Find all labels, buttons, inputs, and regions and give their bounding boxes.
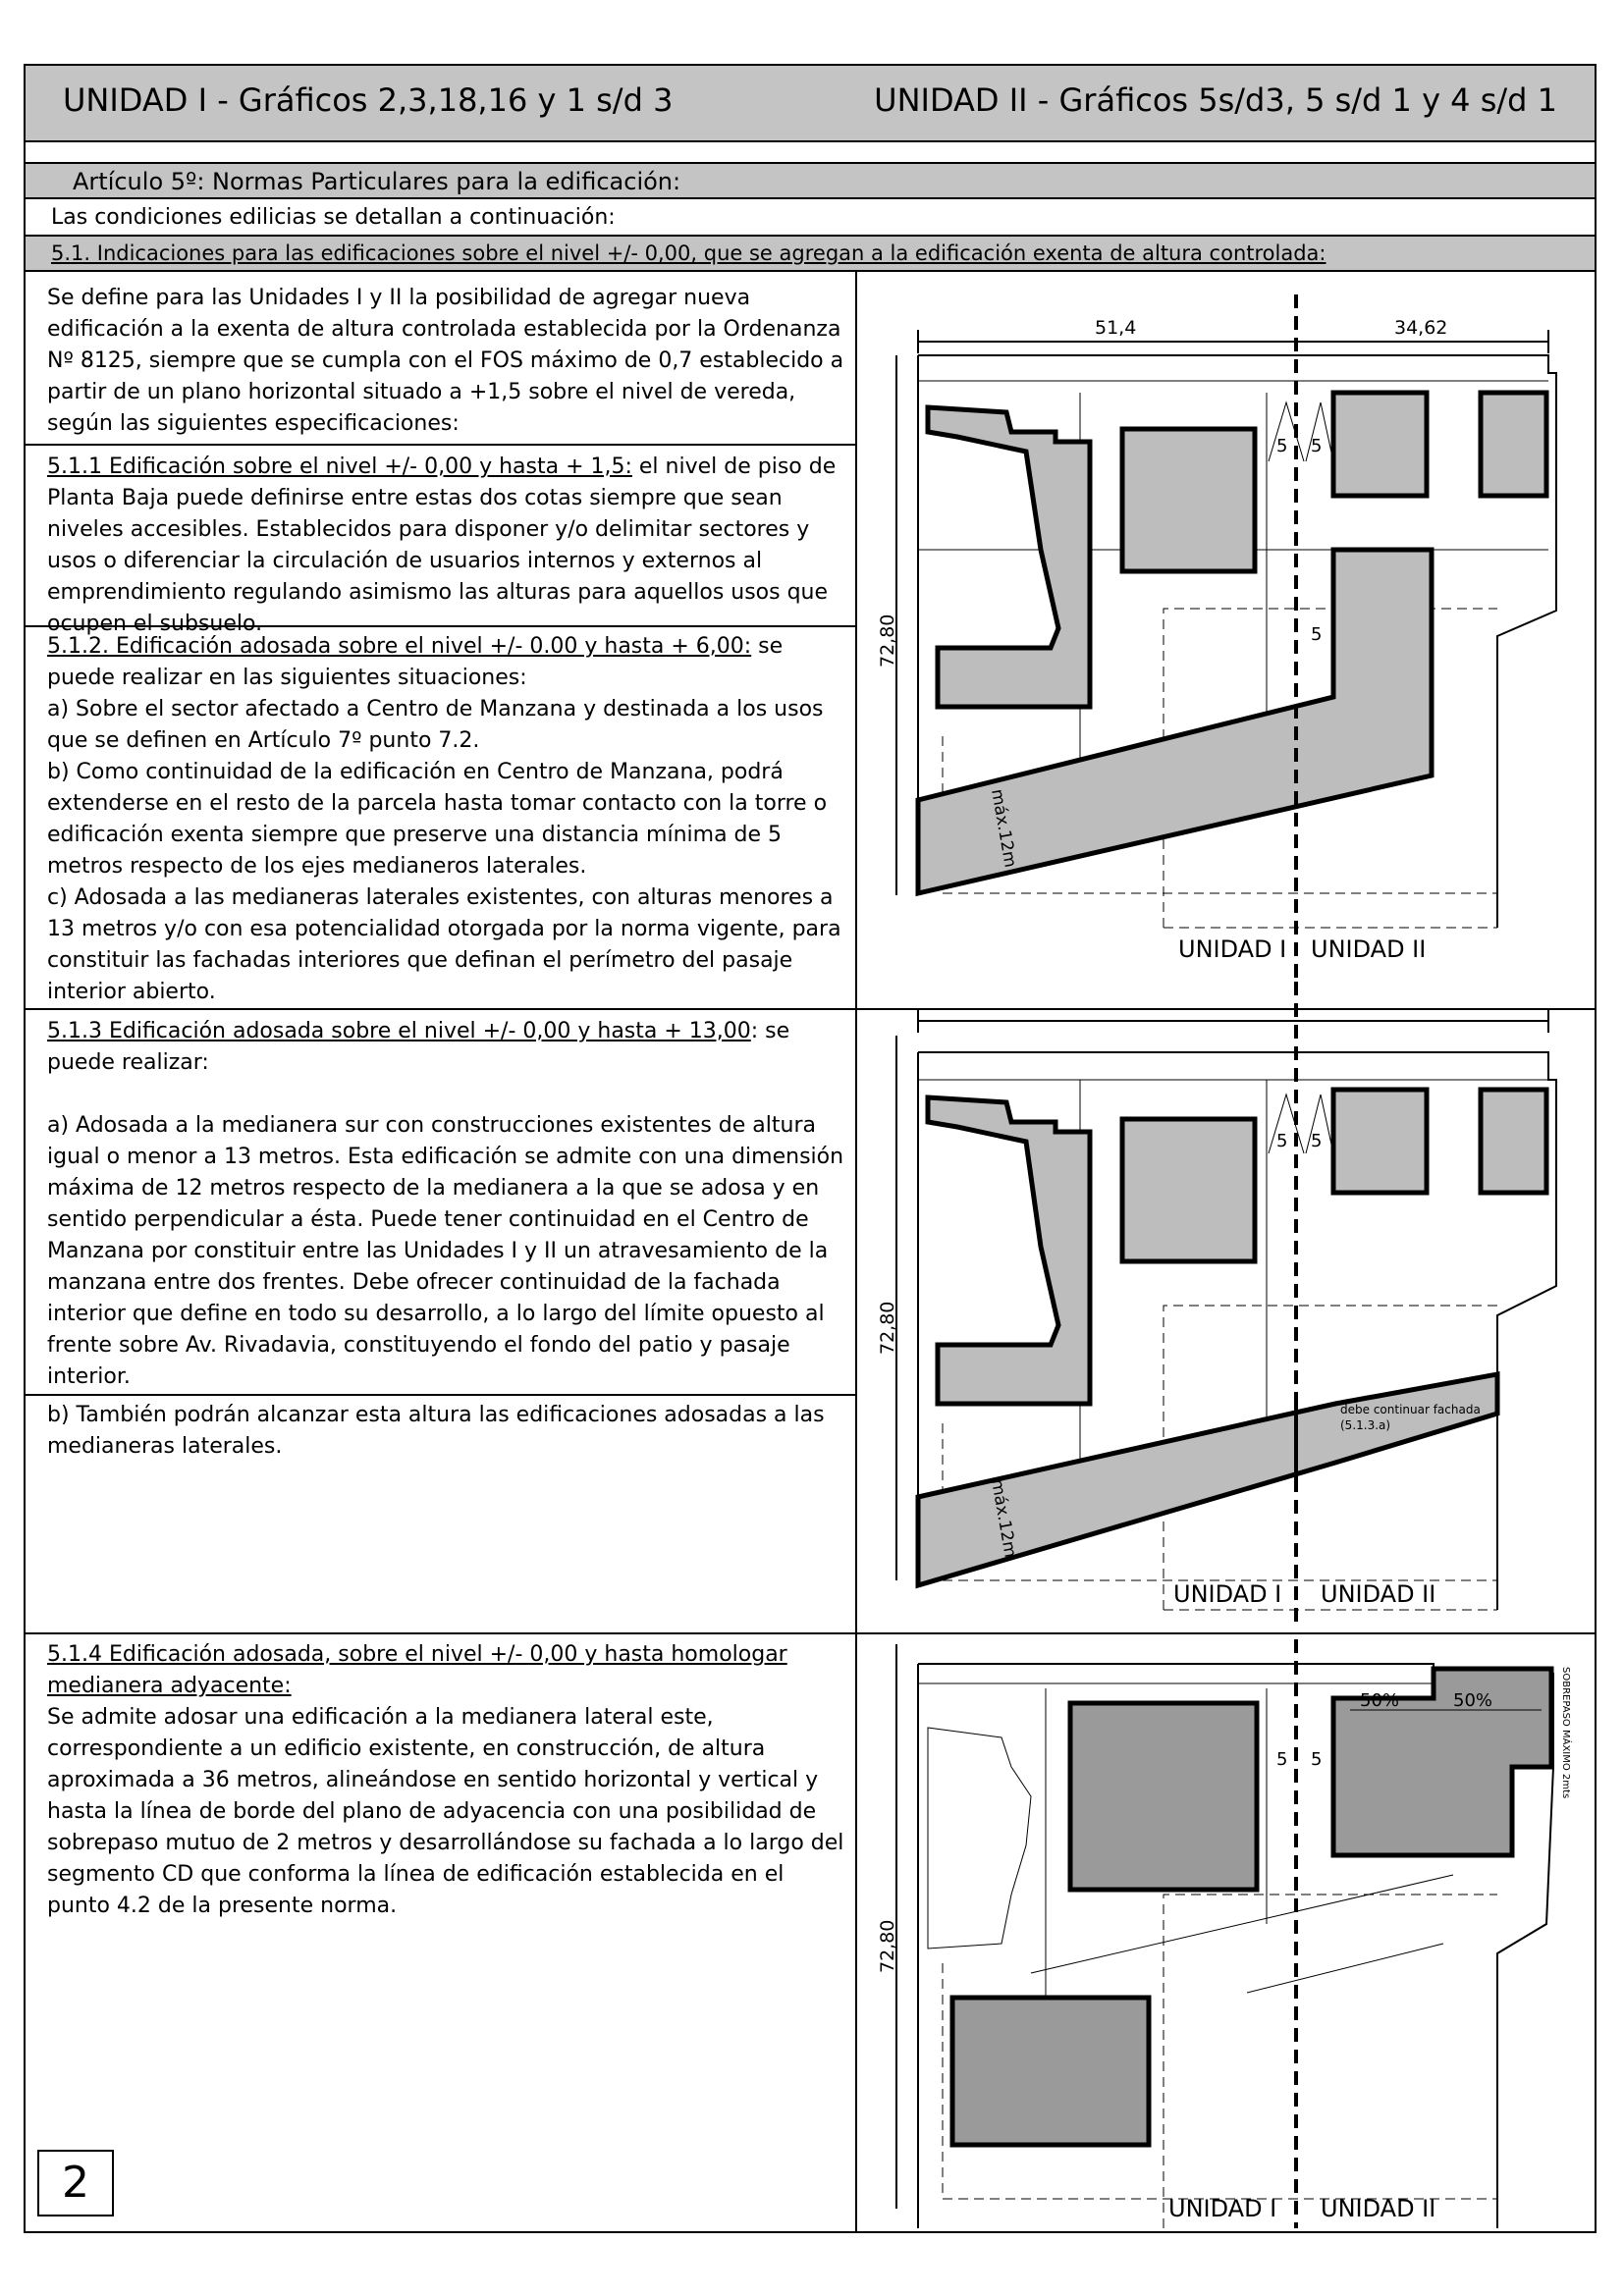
- page-number: 2: [37, 2150, 114, 2216]
- existing-west: [928, 1728, 1031, 1949]
- article-title: Artículo 5º: Normas Particulares para la edificación:: [73, 168, 681, 195]
- dim-height-label: 72,80: [877, 614, 898, 667]
- unit2-label: UNIDAD II: [1321, 2195, 1436, 2222]
- section-513-title: 5.1.3 Edificación adosada sobre el nivel +/- 0,00 y hasta + 13,00: [47, 1019, 751, 1043]
- section-511-body: el nivel de piso de Planta Baja puede definirse entre estas dos cotas siempre que sean niveles accesibles. Establecidos para disponer y/o delimitar sectores y usos o diferenciar la circulación de usuarios internos y externos al emprendimiento regulando asimismo las alturas para aquellos usos que ocupen el subsuelo.: [47, 454, 837, 636]
- pct-left-label: 50%: [1360, 1690, 1400, 1711]
- section-512-title: 5.1.2. Edificación adosada sobre el nivel +/- 0.00 y hasta + 6,00:: [47, 634, 752, 659]
- unit1-label: UNIDAD I: [1168, 2195, 1277, 2222]
- section-512-b: b) Como continuidad de la edificación en Centro de Manzana, podrá extenderse en el resto de la parcela hasta tomar contacto con la torre o edificación exenta siempre que preserve una distancia mínima de 5 metros respecto de los ejes medianeros laterales.: [47, 760, 828, 879]
- header-right: UNIDAD II - Gráficos 5s/d3, 5 s/d 1 y 4 s/d 1: [874, 81, 1557, 119]
- dim-height-label: 72,80: [877, 1301, 898, 1355]
- section-514-body: Se admite adosar una edificación a la medianera lateral este, correspondiente a un edificio existente, en construcción, de altura aproximada a 36 metros, alineándose en sentido horizontal y vertical y hasta la línea de borde del plano de adyacencia con una posibilidad de sobrepaso mutuo de 2 metros y desarrollándose su fachada a lo largo del segmento CD que conforma la línea de edificación establecida en el punto 4.2 de la presente norma.: [47, 1705, 844, 1918]
- overpass-label: SOBREPASO MÁXIMO 2mts: [1560, 1667, 1571, 1799]
- setback-label: 5: [1311, 1131, 1323, 1151]
- setback-label: 5: [1311, 624, 1323, 645]
- setback-label: 5: [1276, 436, 1288, 456]
- section-512-c: c) Adosada a las medianeras laterales existentes, con alturas menores a 13 metros y/o con esa potencialidad otorgada por la norma vigente, para constituir las fachadas interiores que definan el perímetro del pasaje interior abierto.: [47, 885, 841, 1004]
- tower-unit1: [1070, 1703, 1257, 1890]
- guide: [1247, 1944, 1443, 1993]
- intro-text: Las condiciones edilicias se detallan a continuación:: [51, 205, 616, 230]
- dim-height-label: 72,80: [877, 1919, 898, 1973]
- setback-label: 5: [1276, 1749, 1288, 1770]
- pct-right-label: 50%: [1453, 1690, 1493, 1711]
- max-depth-label: máx.12m: [987, 787, 1020, 870]
- unit1-label: UNIDAD I: [1178, 935, 1287, 963]
- section-514-title: 5.1.4 Edificación adosada, sobre el nivel +/- 0,00 y hasta homologar medianera adyacente:: [47, 1642, 787, 1698]
- section-511-title: 5.1.1 Edificación sobre el nivel +/- 0,00 y hasta + 1,5:: [47, 454, 632, 479]
- max-depth-label: máx.12m: [987, 1477, 1020, 1560]
- section-51-body: Se define para las Unidades I y II la posibilidad de agregar nueva edificación a la exenta de altura controlada establecida por la Ordenanza Nº 8125, siempre que se cumpla con el FOS máximo de 0,7 establecido a partir de un plano horizontal situado a +1,5 sobre el nivel de vereda, según las siguientes especificaciones:: [47, 286, 844, 436]
- section-heading: 5.1. Indicaciones para las edificaciones sobre el nivel +/- 0,00, que se agregan a la edificación exenta de altura controlada:: [51, 241, 1326, 265]
- unit2-label: UNIDAD II: [1311, 935, 1427, 963]
- section-513-a: a) Adosada a la medianera sur con construcciones existentes de altura igual o menor a 13 metros. Esta edificación se admite con una dimensión máxima de 12 metros respecto de la medianera a la que se adosa y en sentido perpendicular a ésta. Puede tener continuidad en el Centro de Manzana por constituir entre las Unidades I y II un atravesamiento de la manzana entre dos frentes. Debe ofrecer continuidad de la fachada interior que define en todo su desarrollo, a lo largo del límite opuesto al frente sobre Av. Rivadavia, constituyendo el fondo del patio y pasaje interior.: [47, 1113, 844, 1389]
- guide-dashed: [1164, 1895, 1497, 2228]
- section-513-lead: : se puede realizar:: [47, 1019, 790, 1075]
- setback-label: 5: [1311, 1749, 1323, 1770]
- unit2-label: UNIDAD II: [1321, 1580, 1436, 1608]
- note-513: debe continuar fachada: [1340, 1403, 1481, 1416]
- header-left: UNIDAD I - Gráficos 2,3,18,16 y 1 s/d 3: [63, 81, 674, 119]
- dim-left-label: 51,4: [1095, 317, 1137, 339]
- setback-label: 5: [1276, 1131, 1288, 1151]
- note-513-ref: (5.1.3.a): [1340, 1418, 1391, 1432]
- unit1-label: UNIDAD I: [1173, 1580, 1282, 1608]
- building-south: [952, 1998, 1149, 2145]
- dim-right-label: 34,62: [1394, 317, 1448, 339]
- section-512-lead: se puede realizar en las siguientes situaciones:: [47, 634, 784, 690]
- section-513-b: b) También podrán alcanzar esta altura las edificaciones adosadas a las medianeras laterales.: [47, 1403, 825, 1459]
- setback-label: 5: [1311, 436, 1323, 456]
- section-512-a: a) Sobre el sector afectado a Centro de Manzana y destinada a los usos que se definen en Artículo 7º punto 7.2.: [47, 697, 824, 753]
